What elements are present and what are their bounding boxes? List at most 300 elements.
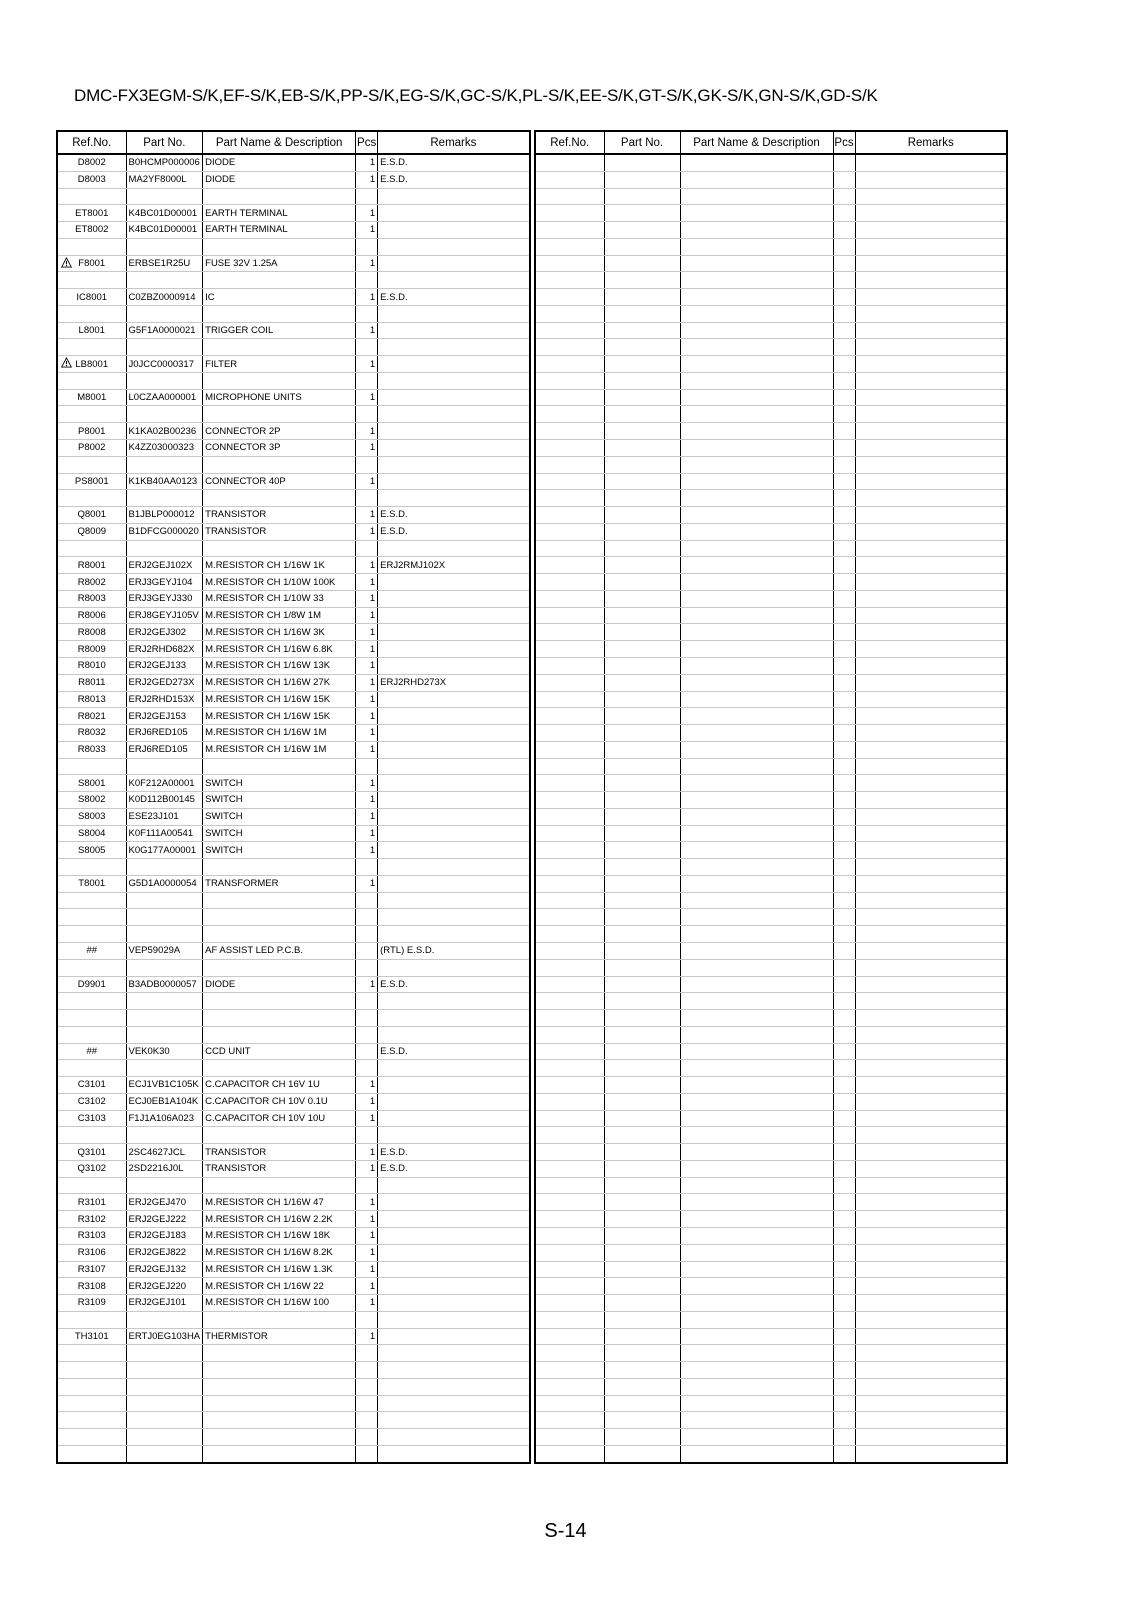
part-name-cell: C.CAPACITOR CH 10V 10U: [203, 1110, 356, 1127]
part-no-cell: [604, 708, 680, 725]
table-row: [535, 1110, 1007, 1127]
pcs-cell: [833, 624, 855, 641]
part-no-cell: [604, 1244, 680, 1261]
part-name-cell: [680, 926, 833, 943]
part-name-cell: M.RESISTOR CH 1/16W 22: [203, 1278, 356, 1295]
remarks-cell: [378, 1295, 530, 1312]
part-name-cell: CONNECTOR 2P: [203, 423, 356, 440]
ref-cell: [57, 1010, 126, 1027]
pcs-cell: 1: [356, 255, 378, 272]
part-no-cell: [126, 909, 203, 926]
remarks-cell: [855, 825, 1007, 842]
remarks-cell: [855, 1043, 1007, 1060]
table-row: [57, 473, 530, 490]
part-name-cell: [203, 305, 356, 322]
table-row: [57, 1177, 530, 1194]
part-name-cell: [680, 171, 833, 188]
part-no-cell: J0JCC0000317: [126, 356, 203, 373]
part-name-cell: [680, 808, 833, 825]
table-row: [535, 926, 1007, 943]
table-row: [57, 775, 530, 792]
part-no-cell: K4BC01D00001: [126, 205, 203, 222]
ref-cell: [57, 339, 126, 356]
ref-cell: S8003: [57, 808, 126, 825]
remarks-cell: [378, 875, 530, 892]
part-name-cell: [680, 473, 833, 490]
part-name-cell: [203, 1429, 356, 1446]
table-row: [535, 339, 1007, 356]
ref-cell: [535, 875, 604, 892]
remarks-cell: [378, 1328, 530, 1345]
ref-cell: [535, 590, 604, 607]
pcs-cell: [833, 758, 855, 775]
remarks-cell: [855, 372, 1007, 389]
part-no-cell: ESE23J101: [126, 808, 203, 825]
part-no-cell: [604, 255, 680, 272]
table-row: [57, 557, 530, 574]
remarks-cell: [378, 423, 530, 440]
part-no-cell: [604, 741, 680, 758]
part-no-cell: [604, 725, 680, 742]
ref-cell: [535, 222, 604, 239]
pcs-cell: [356, 1311, 378, 1328]
ref-cell: [57, 406, 126, 423]
part-no-cell: [604, 322, 680, 339]
pcs-cell: [833, 909, 855, 926]
ref-cell: P8002: [57, 440, 126, 457]
ref-cell: [57, 859, 126, 876]
pcs-cell: 1: [356, 657, 378, 674]
part-no-cell: ERBSE1R25U: [126, 255, 203, 272]
part-no-cell: ERJ2GEJ101: [126, 1295, 203, 1312]
ref-cell: [57, 238, 126, 255]
remarks-cell: [855, 641, 1007, 658]
table-row: [535, 1177, 1007, 1194]
part-no-cell: VEK0K30: [126, 1043, 203, 1060]
part-no-cell: ERJ8GEYJ105V: [126, 607, 203, 624]
ref-cell: [57, 1378, 126, 1395]
pcs-cell: [833, 959, 855, 976]
table-row: [535, 238, 1007, 255]
remarks-cell: [378, 372, 530, 389]
pcs-cell: [833, 1194, 855, 1211]
ref-cell: C3103: [57, 1110, 126, 1127]
remarks-cell: [855, 1362, 1007, 1379]
table-row: [57, 1144, 530, 1161]
pcs-cell: 1: [356, 976, 378, 993]
remarks-cell: [855, 1060, 1007, 1077]
ref-cell: D9901: [57, 976, 126, 993]
remarks-cell: [378, 456, 530, 473]
table-row: [57, 607, 530, 624]
table-row: [535, 859, 1007, 876]
pcs-cell: [833, 926, 855, 943]
ref-cell: [57, 540, 126, 557]
ref-cell: [57, 1345, 126, 1362]
part-no-cell: B1DFCG000020: [126, 523, 203, 540]
pcs-cell: [833, 1412, 855, 1429]
part-name-cell: [680, 272, 833, 289]
part-name-cell: [680, 1445, 833, 1462]
ref-cell: R8001: [57, 557, 126, 574]
pcs-cell: [833, 322, 855, 339]
remarks-cell: [378, 1127, 530, 1144]
table-row: [535, 691, 1007, 708]
pcs-cell: 1: [356, 741, 378, 758]
table-row: [535, 406, 1007, 423]
table-row: [57, 674, 530, 691]
ref-cell: T8001: [57, 875, 126, 892]
remarks-cell: [855, 1211, 1007, 1228]
pcs-cell: [833, 1077, 855, 1094]
part-no-cell: ERJ2GEJ153: [126, 708, 203, 725]
remarks-cell: [855, 523, 1007, 540]
pcs-cell: 1: [356, 1160, 378, 1177]
ref-cell: [535, 993, 604, 1010]
table-row: [57, 1328, 530, 1345]
remarks-cell: [378, 238, 530, 255]
table-row: [535, 1043, 1007, 1060]
ref-cell: [535, 272, 604, 289]
part-name-cell: [680, 1010, 833, 1027]
ref-cell: [57, 1362, 126, 1379]
remarks-cell: [378, 1060, 530, 1077]
part-no-cell: [604, 1127, 680, 1144]
pcs-cell: [833, 188, 855, 205]
remarks-cell: [378, 406, 530, 423]
remarks-cell: [855, 289, 1007, 306]
remarks-cell: [855, 1311, 1007, 1328]
part-name-cell: [680, 1026, 833, 1043]
table-row: [535, 523, 1007, 540]
part-name-cell: [203, 1362, 356, 1379]
part-no-cell: [604, 1445, 680, 1462]
ref-cell: R8003: [57, 590, 126, 607]
part-name-cell: [680, 775, 833, 792]
part-no-cell: [604, 842, 680, 859]
part-name-cell: [680, 356, 833, 373]
table-row: [535, 1429, 1007, 1446]
part-name-cell: M.RESISTOR CH 1/16W 1.3K: [203, 1261, 356, 1278]
part-name-cell: [680, 456, 833, 473]
part-no-cell: [604, 993, 680, 1010]
pcs-cell: [356, 758, 378, 775]
part-name-cell: [680, 574, 833, 591]
table-row: [57, 691, 530, 708]
table-row: [535, 1362, 1007, 1379]
part-no-cell: ERJ2GEJ133: [126, 657, 203, 674]
pcs-cell: [356, 1362, 378, 1379]
part-name-cell: [203, 1412, 356, 1429]
table-row: [535, 1228, 1007, 1245]
part-no-cell: [126, 238, 203, 255]
part-no-cell: [604, 1110, 680, 1127]
ref-cell: [57, 1177, 126, 1194]
table-row: [535, 590, 1007, 607]
pcs-cell: [833, 473, 855, 490]
part-name-cell: [680, 154, 833, 171]
table-row: [535, 356, 1007, 373]
remarks-cell: [378, 842, 530, 859]
ref-cell: R8011: [57, 674, 126, 691]
table-row: [535, 909, 1007, 926]
pcs-cell: 1: [356, 792, 378, 809]
ref-cell: R8010: [57, 657, 126, 674]
part-no-cell: [604, 674, 680, 691]
ref-cell: [57, 1445, 126, 1462]
pcs-cell: 1: [356, 1194, 378, 1211]
remarks-cell: [855, 909, 1007, 926]
ref-cell: [57, 1026, 126, 1043]
part-name-cell: M.RESISTOR CH 1/16W 100: [203, 1295, 356, 1312]
remarks-cell: [855, 322, 1007, 339]
part-name-cell: TRANSISTOR: [203, 1144, 356, 1161]
pcs-cell: [356, 490, 378, 507]
pcs-cell: [356, 942, 378, 959]
part-no-cell: [604, 590, 680, 607]
part-no-cell: [126, 892, 203, 909]
remarks-cell: [378, 1412, 530, 1429]
pcs-cell: 1: [356, 875, 378, 892]
part-no-cell: MA2YF8000L: [126, 171, 203, 188]
pcs-cell: 1: [356, 1093, 378, 1110]
pcs-cell: 1: [356, 641, 378, 658]
remarks-cell: [855, 1026, 1007, 1043]
table-row: [57, 942, 530, 959]
ref-cell: R3103: [57, 1228, 126, 1245]
part-no-cell: B3ADB0000057: [126, 976, 203, 993]
part-name-cell: M.RESISTOR CH 1/16W 3K: [203, 624, 356, 641]
ref-cell: C3101: [57, 1077, 126, 1094]
ref-cell: [535, 289, 604, 306]
part-no-cell: [604, 1311, 680, 1328]
part-no-cell: [126, 456, 203, 473]
pcs-cell: [833, 406, 855, 423]
table-row: [535, 289, 1007, 306]
part-name-cell: [680, 1127, 833, 1144]
part-name-cell: MICROPHONE UNITS: [203, 389, 356, 406]
ref-cell: ET8001: [57, 205, 126, 222]
pcs-cell: [833, 557, 855, 574]
ref-cell: [535, 1026, 604, 1043]
table-row: [57, 356, 530, 373]
ref-cell: [535, 574, 604, 591]
part-no-cell: [126, 1026, 203, 1043]
part-name-cell: [680, 1211, 833, 1228]
pcs-cell: [833, 590, 855, 607]
part-no-cell: [604, 238, 680, 255]
table-row: [57, 1026, 530, 1043]
pcs-cell: 1: [356, 691, 378, 708]
ref-cell: ET8002: [57, 222, 126, 239]
ref-cell: [57, 272, 126, 289]
table-row: [535, 725, 1007, 742]
part-no-cell: [604, 222, 680, 239]
table-row: [535, 1278, 1007, 1295]
table-row: [57, 1043, 530, 1060]
table-row: [57, 205, 530, 222]
pcs-cell: [833, 1328, 855, 1345]
part-no-cell: [126, 406, 203, 423]
remarks-cell: [378, 1445, 530, 1462]
part-no-cell: [604, 372, 680, 389]
ref-cell: [535, 456, 604, 473]
part-no-cell: [604, 507, 680, 524]
part-name-cell: SWITCH: [203, 808, 356, 825]
part-name-cell: [203, 959, 356, 976]
table-row: [535, 825, 1007, 842]
part-no-cell: K0F111A00541: [126, 825, 203, 842]
header-part-name: Part Name & Description: [203, 131, 356, 154]
part-no-cell: [604, 1378, 680, 1395]
remarks-cell: [378, 641, 530, 658]
part-name-cell: [680, 942, 833, 959]
pcs-cell: [833, 607, 855, 624]
ref-cell: P8001: [57, 423, 126, 440]
part-name-cell: EARTH TERMINAL: [203, 205, 356, 222]
part-name-cell: [203, 372, 356, 389]
pcs-cell: [833, 339, 855, 356]
part-name-cell: [680, 523, 833, 540]
part-no-cell: [604, 758, 680, 775]
table-row: [535, 758, 1007, 775]
part-no-cell: [126, 540, 203, 557]
ref-cell: [57, 959, 126, 976]
part-no-cell: K0F212A00001: [126, 775, 203, 792]
remarks-cell: [855, 456, 1007, 473]
ref-cell: [57, 1311, 126, 1328]
pcs-cell: [356, 1010, 378, 1027]
remarks-cell: E.S.D.: [378, 171, 530, 188]
part-no-cell: [126, 1311, 203, 1328]
ref-cell: [535, 406, 604, 423]
part-no-cell: F1J1A106A023: [126, 1110, 203, 1127]
ref-cell: [57, 456, 126, 473]
part-name-cell: [680, 1328, 833, 1345]
table-row: [535, 808, 1007, 825]
remarks-cell: [855, 557, 1007, 574]
part-no-cell: K1KA02B00236: [126, 423, 203, 440]
remarks-cell: [855, 423, 1007, 440]
part-no-cell: ECJ0EB1A104K: [126, 1093, 203, 1110]
part-no-cell: [604, 1077, 680, 1094]
table-row: [535, 1160, 1007, 1177]
remarks-cell: E.S.D.: [378, 976, 530, 993]
pcs-cell: 1: [356, 171, 378, 188]
part-name-cell: [203, 272, 356, 289]
remarks-cell: [855, 758, 1007, 775]
ref-cell: [535, 657, 604, 674]
part-no-cell: [604, 875, 680, 892]
remarks-cell: [855, 1160, 1007, 1177]
pcs-cell: [833, 792, 855, 809]
pcs-cell: [833, 1093, 855, 1110]
remarks-cell: [378, 574, 530, 591]
part-no-cell: [604, 1412, 680, 1429]
part-no-cell: [604, 1278, 680, 1295]
part-name-cell: [203, 1445, 356, 1462]
ref-cell: [535, 1244, 604, 1261]
table-row: [535, 741, 1007, 758]
pcs-cell: [356, 1412, 378, 1429]
ref-cell: [535, 674, 604, 691]
table-row: [535, 222, 1007, 239]
pcs-cell: 1: [356, 507, 378, 524]
pcs-cell: [833, 540, 855, 557]
table-row: [535, 205, 1007, 222]
part-name-cell: [203, 406, 356, 423]
table-row: [57, 1278, 530, 1295]
header-row: [57, 131, 530, 154]
pcs-cell: [833, 1429, 855, 1446]
ref-cell: [535, 825, 604, 842]
pcs-cell: [833, 842, 855, 859]
ref-cell: R8032: [57, 725, 126, 742]
remarks-cell: [378, 1345, 530, 1362]
part-no-cell: [604, 1026, 680, 1043]
pcs-cell: [833, 372, 855, 389]
ref-cell: D8002: [57, 154, 126, 171]
remarks-cell: [378, 1395, 530, 1412]
remarks-cell: [378, 339, 530, 356]
pcs-cell: [356, 1060, 378, 1077]
part-name-cell: THERMISTOR: [203, 1328, 356, 1345]
ref-cell: [535, 1194, 604, 1211]
remarks-cell: [855, 691, 1007, 708]
remarks-cell: [378, 1429, 530, 1446]
ref-cell: [535, 523, 604, 540]
part-no-cell: L0CZAA000001: [126, 389, 203, 406]
table-row: [57, 1295, 530, 1312]
part-no-cell: 2SD2216J0L: [126, 1160, 203, 1177]
ref-cell: [535, 926, 604, 943]
part-no-cell: [604, 1194, 680, 1211]
ref-cell: [535, 507, 604, 524]
part-no-cell: [604, 1177, 680, 1194]
ref-cell: [535, 1445, 604, 1462]
part-name-cell: [680, 1412, 833, 1429]
remarks-cell: [378, 808, 530, 825]
table-row: [57, 892, 530, 909]
part-name-cell: [680, 741, 833, 758]
ref-cell: [535, 624, 604, 641]
remarks-cell: [855, 1328, 1007, 1345]
pcs-cell: [833, 440, 855, 457]
part-no-cell: [126, 1445, 203, 1462]
pcs-cell: 1: [356, 1144, 378, 1161]
ref-cell: [535, 1412, 604, 1429]
ref-cell: R8002: [57, 574, 126, 591]
part-no-cell: [126, 926, 203, 943]
remarks-cell: [855, 1295, 1007, 1312]
ref-cell: R3107: [57, 1261, 126, 1278]
ref-cell: [535, 356, 604, 373]
part-name-cell: [680, 1429, 833, 1446]
part-no-cell: [604, 574, 680, 591]
part-name-cell: SWITCH: [203, 825, 356, 842]
part-name-cell: [680, 188, 833, 205]
pcs-cell: [833, 1060, 855, 1077]
part-name-cell: [680, 1244, 833, 1261]
part-no-cell: [604, 272, 680, 289]
ref-cell: [535, 490, 604, 507]
pcs-cell: [356, 1043, 378, 1060]
pcs-cell: 1: [356, 1295, 378, 1312]
part-name-cell: [680, 1278, 833, 1295]
part-name-cell: M.RESISTOR CH 1/16W 1M: [203, 741, 356, 758]
part-no-cell: [604, 423, 680, 440]
remarks-cell: [855, 406, 1007, 423]
